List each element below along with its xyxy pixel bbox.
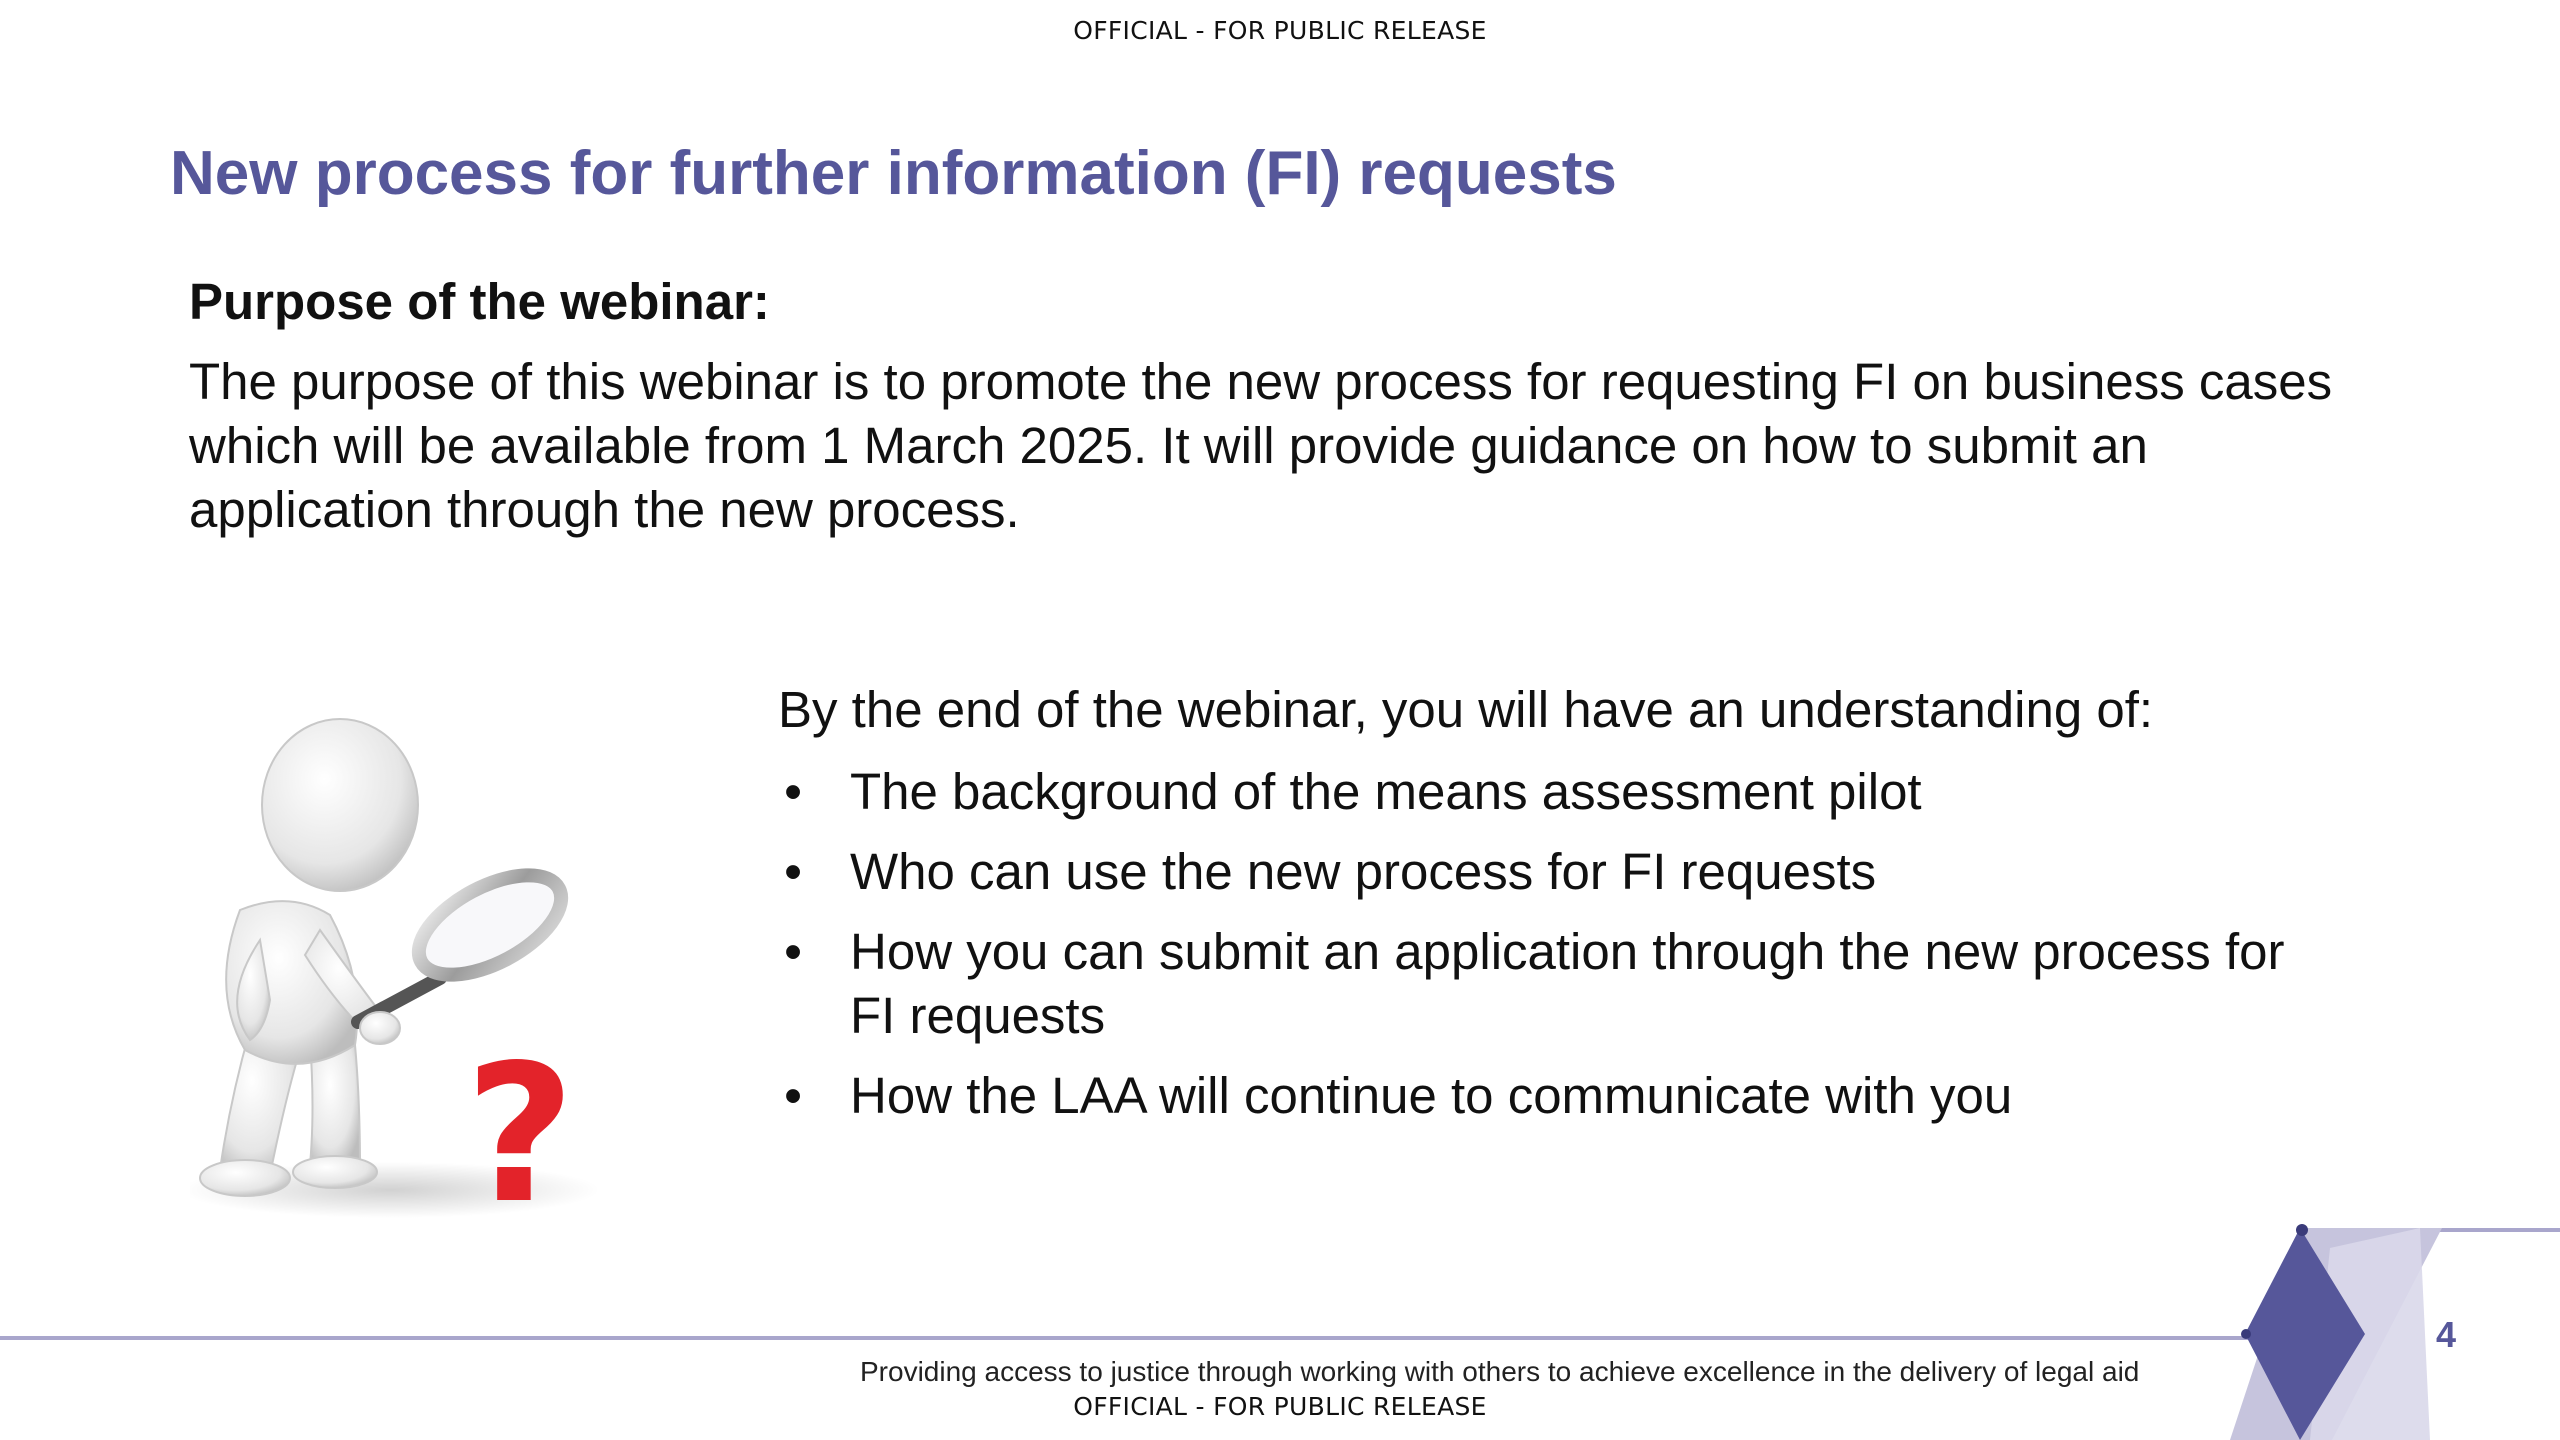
bullet-icon: • [784,763,802,820]
page-number: 4 [2436,1314,2457,1355]
figure-with-magnifying-glass-icon [190,700,630,1240]
classification-footer: OFFICIAL - FOR PUBLIC RELEASE [1073,1392,1487,1421]
purpose-heading: Purpose of the webinar: [189,273,770,330]
list-item [778,760,2338,824]
svg-text:?: ? [464,1024,576,1240]
objective-text: How the LAA will continue to communicate with you [850,1067,2013,1124]
bullet-icon: • [784,843,802,900]
objectives-intro: By the end of the webinar, you will have an understanding of: [778,681,2154,738]
objectives-list [778,760,2338,1144]
footer-divider [0,1336,2248,1340]
bullet-icon: • [784,1067,802,1124]
footer-tagline: Providing access to justice through working with others to achieve excellence in the delivery of legal aid [860,1356,2140,1387]
objective-text: The background of the means assessment pilot [850,763,1922,820]
list-item [778,1064,2338,1128]
objective-text: How you can submit an application through the new process for FI requests [850,923,2285,1044]
slide-title: New process for further information (FI) requests [170,139,1617,208]
classification-header: OFFICIAL - FOR PUBLIC RELEASE [1073,16,1487,45]
bullet-icon: • [784,923,802,980]
objective-text: Who can use the new process for FI requests [850,843,1877,900]
list-item [778,920,2338,1048]
purpose-body: The purpose of this webinar is to promote the new process for requesting FI on business cases which will be available from 1 March 2025. It will provide guidance on how to submit an application through the new process. [189,353,2333,538]
list-item [778,840,2338,904]
